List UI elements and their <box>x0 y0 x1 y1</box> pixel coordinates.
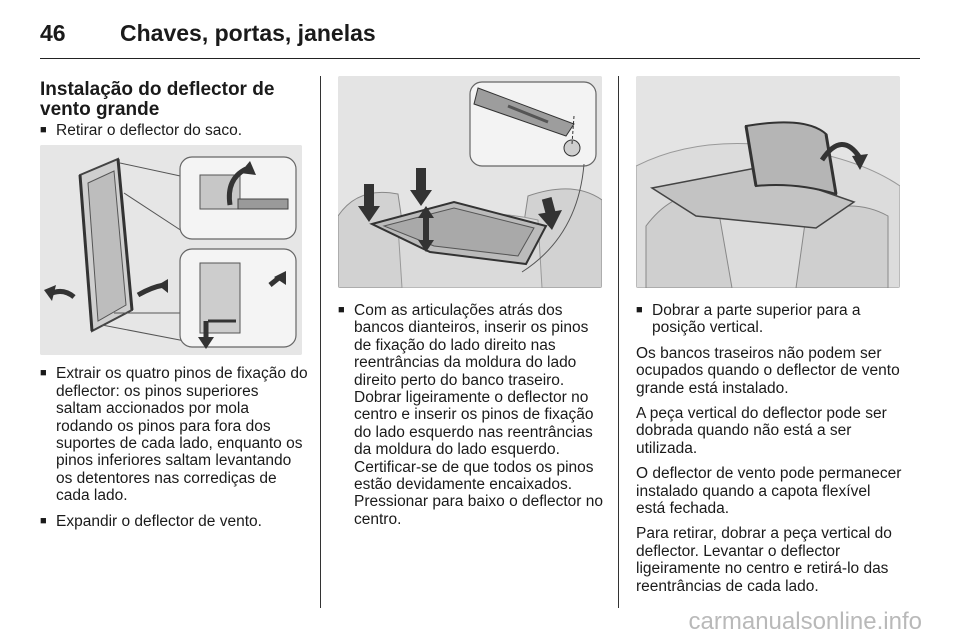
note-keep-installed: O deflector de vento pode permanecer instalado quando a capota flexível está fechada. <box>636 465 902 518</box>
note-fold-vertical: A peça vertical do deflector pode ser dobrada quando não está a ser utilizada. <box>636 405 887 457</box>
figure-insert-deflector <box>338 76 602 288</box>
section-heading: Instalação do deflector de vento grande <box>40 79 275 120</box>
column-right <box>636 76 902 603</box>
figure-extract-pins <box>40 145 302 355</box>
bullet-fold-upper: ■ Dobrar a parte superior para a posição vertical. <box>636 302 902 337</box>
page-number: 46 <box>40 20 66 46</box>
column-divider <box>618 76 619 608</box>
watermark: carmanualsonline.info <box>688 608 922 635</box>
figure-fold-vertical <box>636 76 900 288</box>
column-divider <box>320 76 321 608</box>
bullet-extract-pins: ■ Extrair os quatro pinos de fixação do deflector: os pinos superiores saltam accionados por mola rodando os pinos para fora dos suportes de cada lado, enquanto os pinos inferiores saltam levantando os detentores nas corrediças de cada lado. <box>40 365 308 504</box>
page-header <box>40 10 920 59</box>
column-middle <box>338 76 604 528</box>
bullet-remove-from-bag: ■ Retirar o deflector do saco. <box>40 122 308 139</box>
column-left <box>40 80 308 530</box>
note-removal: Para retirar, dobrar a peça vertical do deflector. Levantar o deflector ligeiramente no centro e retirá-lo das reentrâncias de cada lado. <box>636 525 892 595</box>
bullet-expand-deflector: ■ Expandir o deflector de vento. <box>40 513 308 530</box>
page-title: Chaves, portas, janelas <box>120 20 376 46</box>
note-rear-seats: Os bancos traseiros não podem ser ocupados quando o deflector de vento grande está instalado. <box>636 344 900 397</box>
bullet-insert-pins: ■ Com as articulações atrás dos bancos dianteiros, inserir os pinos de fixação do lado direito nas reentrâncias da moldura do lado direito perto do banco traseiro. Dobrar ligeiramente o deflector no centro e inserir os pinos de fixação do lado esquerdo nas reentrâncias da moldura do lado esquerdo. Certificar-se de que todos os pinos estão devidamente encaixados. Pressionar para baixo o deflector no centro. <box>338 302 604 528</box>
